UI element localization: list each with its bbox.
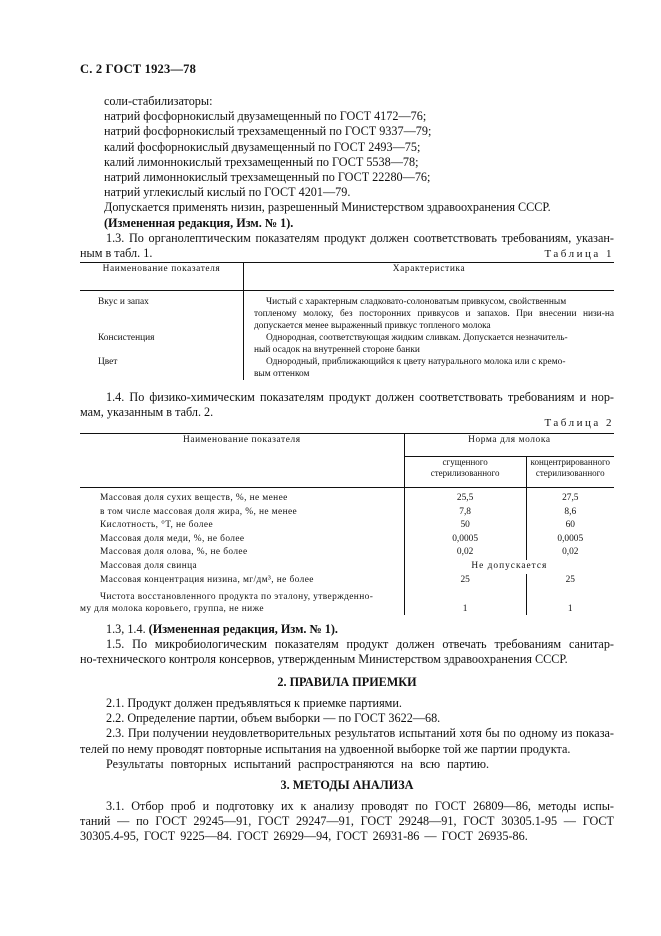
table2-header-concentrated: концентрированного стерилизованного — [526, 457, 614, 488]
paragraph-3-1-line2: таний — по ГОСТ 29245—91, ГОСТ 29247—91, ГОСТ 29248—91, ГОСТ 30305.1-95 — ГОСТ — [80, 814, 614, 829]
table2-header-name: Наименование показателя — [80, 434, 404, 488]
table2-value-concentrated: 60 — [526, 519, 614, 533]
table2-value-concentrated: 8,6 — [526, 506, 614, 520]
table2-header-condensed: сгущенного стерилизованного — [404, 457, 526, 488]
table1-header-name: Наименование показателя — [80, 263, 244, 291]
table-1 — [80, 262, 614, 380]
table1-row-text-cont: ный осадок на внутренней стороне банки — [254, 345, 420, 355]
amendment-2 — [80, 622, 614, 668]
table2-value-concentrated: 27,5 — [526, 492, 614, 506]
section-3-title: 3. МЕТОДЫ АНАЛИЗА — [280, 778, 414, 792]
paragraph-2-3-line2: телей по нему проводят повторные испытания на удвоенной выборке той же партии продукта. — [80, 741, 571, 756]
table-2 — [80, 433, 614, 615]
table-row — [80, 574, 614, 588]
table2-value-concentrated: 1 — [526, 587, 614, 615]
nisin-note: Допускается применять низин, разрешенный Министерством здравоохранения СССР. — [104, 200, 551, 215]
table-row — [80, 356, 614, 380]
table-row — [80, 533, 614, 547]
table-row — [80, 519, 614, 533]
salts-list — [80, 94, 614, 261]
table2-value-concentrated: 25 — [526, 574, 614, 588]
table2-row-name: Чистота восстановленного продукта по эталону, утвержденно- — [100, 592, 374, 603]
paragraph-1-3-line1: 1.3. По органолептическим показателям продукт должен соответствовать требованиям, указан- — [106, 230, 614, 245]
table2-row-name: Кислотность, °Т, не более — [100, 520, 214, 531]
list-item: натрий углекислый кислый по ГОСТ 4201—79. — [104, 185, 351, 200]
table2-row-name: Массовая доля олова, %, не более — [100, 547, 248, 558]
table-row — [80, 560, 614, 574]
table2-value-condensed: 0,0005 — [404, 533, 526, 547]
section-2-title: 2. ПРАВИЛА ПРИЕМКИ — [277, 675, 417, 689]
paragraph-2-1: 2.1. Продукт должен предъявляться к приемке партиями. — [106, 696, 402, 710]
table2-value-concentrated: 0,0005 — [526, 533, 614, 547]
paragraph-1-5-line2: но-технического контроля консервов, утвержденным Министерством здравоохранения СССР. — [80, 652, 568, 667]
table1-row-text: Чистый с характерным сладковато-солоноватым привкусом, свойственным — [266, 297, 567, 307]
paragraph-1-4-line2: мам, указанным в табл. 2. — [80, 405, 214, 420]
table-row — [80, 492, 614, 506]
list-item: натрий лимоннокислый трехзамещенный по ГОСТ 22280—76; — [104, 170, 431, 185]
table-row — [80, 506, 614, 520]
paragraph-1-4-line1: 1.4. По физико-химическим показателям продукт должен соответствовать требованиям и нор- — [106, 390, 614, 404]
table2-value-condensed: 0,02 — [404, 546, 526, 560]
table1-row-name: Консистенция — [98, 333, 155, 343]
paragraph-1-3-line2: ным в табл. 1. — [80, 246, 153, 261]
table1-caption: Таблица 1 — [544, 248, 614, 260]
table2-value-merged: Не допускается — [404, 560, 614, 574]
table1-row-text: Однородная, соответствующая жидким сливкам. Допускается незначитель- — [266, 333, 568, 343]
table1-row-text-cont: топленому молоку, без посторонних привкусов и запахов. При внесении низи-на допускается менее выраженный привкус топленого молока — [254, 309, 614, 331]
salts-intro: соли-стабилизаторы: — [104, 94, 213, 108]
paragraph-1-5-line1: 1.5. По микробиологическим показателям продукт должен отвечать требованиям санитар- — [106, 637, 614, 652]
table-row — [80, 296, 614, 332]
table2-row-name: Массовая доля свинца — [100, 560, 198, 571]
table2-value-condensed: 25,5 — [404, 492, 526, 506]
section-2-body — [80, 696, 614, 772]
table1-row-text: Однородный, приближающийся к цвету натурального молока или с кремо- — [266, 357, 566, 367]
table2-value-condensed: 1 — [404, 587, 526, 615]
paragraph-2-2: 2.2. Определение партии, объем выборки — по ГОСТ 3622—68. — [106, 711, 441, 726]
amendment-2-bold: (Измененная редакция, Изм. № 1). — [148, 622, 338, 636]
table-row — [80, 332, 614, 356]
table2-row-name: Массовая доля сухих веществ, %, не менее — [100, 493, 288, 503]
table1-header-characteristic: Характеристика — [244, 263, 615, 291]
table2-value-condensed: 25 — [404, 574, 526, 588]
paragraph-2-3-line1: 2.3. При получении неудовлетворительных результатов испытаний хотя бы по одному из показа- — [106, 726, 614, 741]
section-3-body — [80, 799, 614, 845]
paragraph-1-4 — [80, 390, 614, 420]
paragraph-3-1-line1: 3.1. Отбор проб и подготовку их к анализу проводят по ГОСТ 26809—86, методы испы- — [106, 799, 614, 813]
table2-value-condensed: 7,8 — [404, 506, 526, 520]
table2-caption: Таблица 2 — [544, 417, 614, 429]
table-row — [80, 546, 614, 560]
page-header: С. 2 ГОСТ 1923—78 — [80, 62, 197, 76]
table2-row-name: Массовая доля меди, %, не более — [100, 533, 245, 544]
table1-row-name: Вкус и запах — [98, 297, 149, 307]
amendment-note: (Измененная редакция, Изм. № 1). — [104, 215, 294, 230]
table2-value-concentrated: 0,02 — [526, 546, 614, 560]
table2-row-name: Массовая концентрация низина, мг/дм³, не более — [100, 574, 314, 585]
list-item: калий фосфорнокислый двузамещенный по ГОСТ 2493—75; — [104, 139, 421, 154]
paragraph-3-1-line3: 30305.4-95, ГОСТ 9225—84. ГОСТ 26929—94, ГОСТ 26931-86 — ГОСТ 26935-86. — [80, 829, 528, 844]
table2-row-name-cont: му для молока коровьего, группа, не ниже — [80, 604, 264, 615]
table2-header-norm: Норма для молока — [404, 434, 614, 457]
list-item: калий лимоннокислый трехзамещенный по ГОСТ 5538—78; — [104, 154, 419, 169]
list-item: натрий фосфорнокислый трехзамещенный по ГОСТ 9337—79; — [104, 124, 432, 139]
amendment-2-prefix: 1.3, 1.4. — [106, 622, 149, 636]
table1-row-text-cont: вым оттенком — [254, 369, 310, 379]
list-item: натрий фосфорнокислый двузамещенный по ГОСТ 4172—76; — [104, 109, 427, 124]
table2-row-name: в том числе массовая доля жира, %, не менее — [100, 506, 298, 517]
paragraph-results: Результаты повторных испытаний распространяются на всю партию. — [106, 756, 490, 771]
table2-value-condensed: 50 — [404, 519, 526, 533]
table1-row-name: Цвет — [98, 357, 118, 367]
table-row — [80, 587, 614, 615]
